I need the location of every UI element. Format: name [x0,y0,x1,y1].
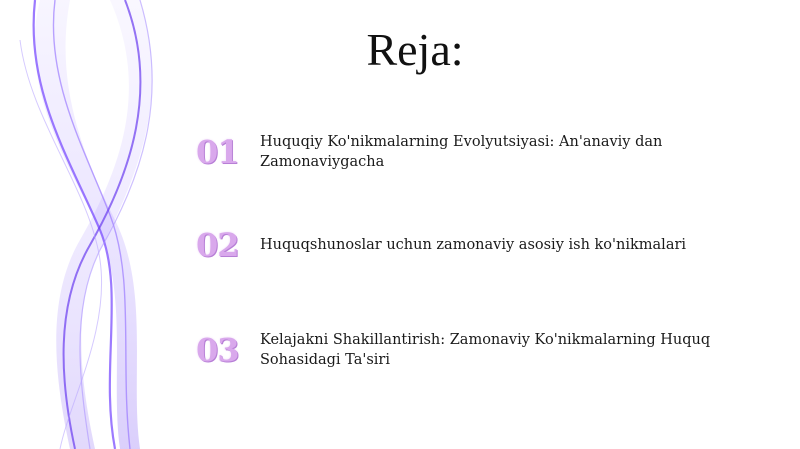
agenda-number-2: 02 [196,226,239,264]
agenda-text-2: Huquqshunoslar uchun zamonaviy asosiy ish ko'nikmalari [260,237,687,253]
decorative-wave-ribbon [0,0,200,449]
agenda-text-3: Kelajakni Shakillantirish: Zamonaviy Ko'nikmalarning Huquq Sohasidagi Ta'siri [260,332,711,368]
agenda-number-3: 03 [196,331,239,369]
wave-band [35,0,140,449]
page-title: Reja: [366,24,464,75]
wave-band [56,0,152,449]
agenda-number-1: 01 [196,133,239,171]
agenda-item-1 [196,132,756,172]
agenda-item-2 [196,226,756,264]
agenda-text-1: Huquqiy Ko'nikmalarning Evolyutsiyasi: An'anaviy dan Zamonaviygacha [260,134,663,170]
agenda-item-3 [196,330,756,370]
